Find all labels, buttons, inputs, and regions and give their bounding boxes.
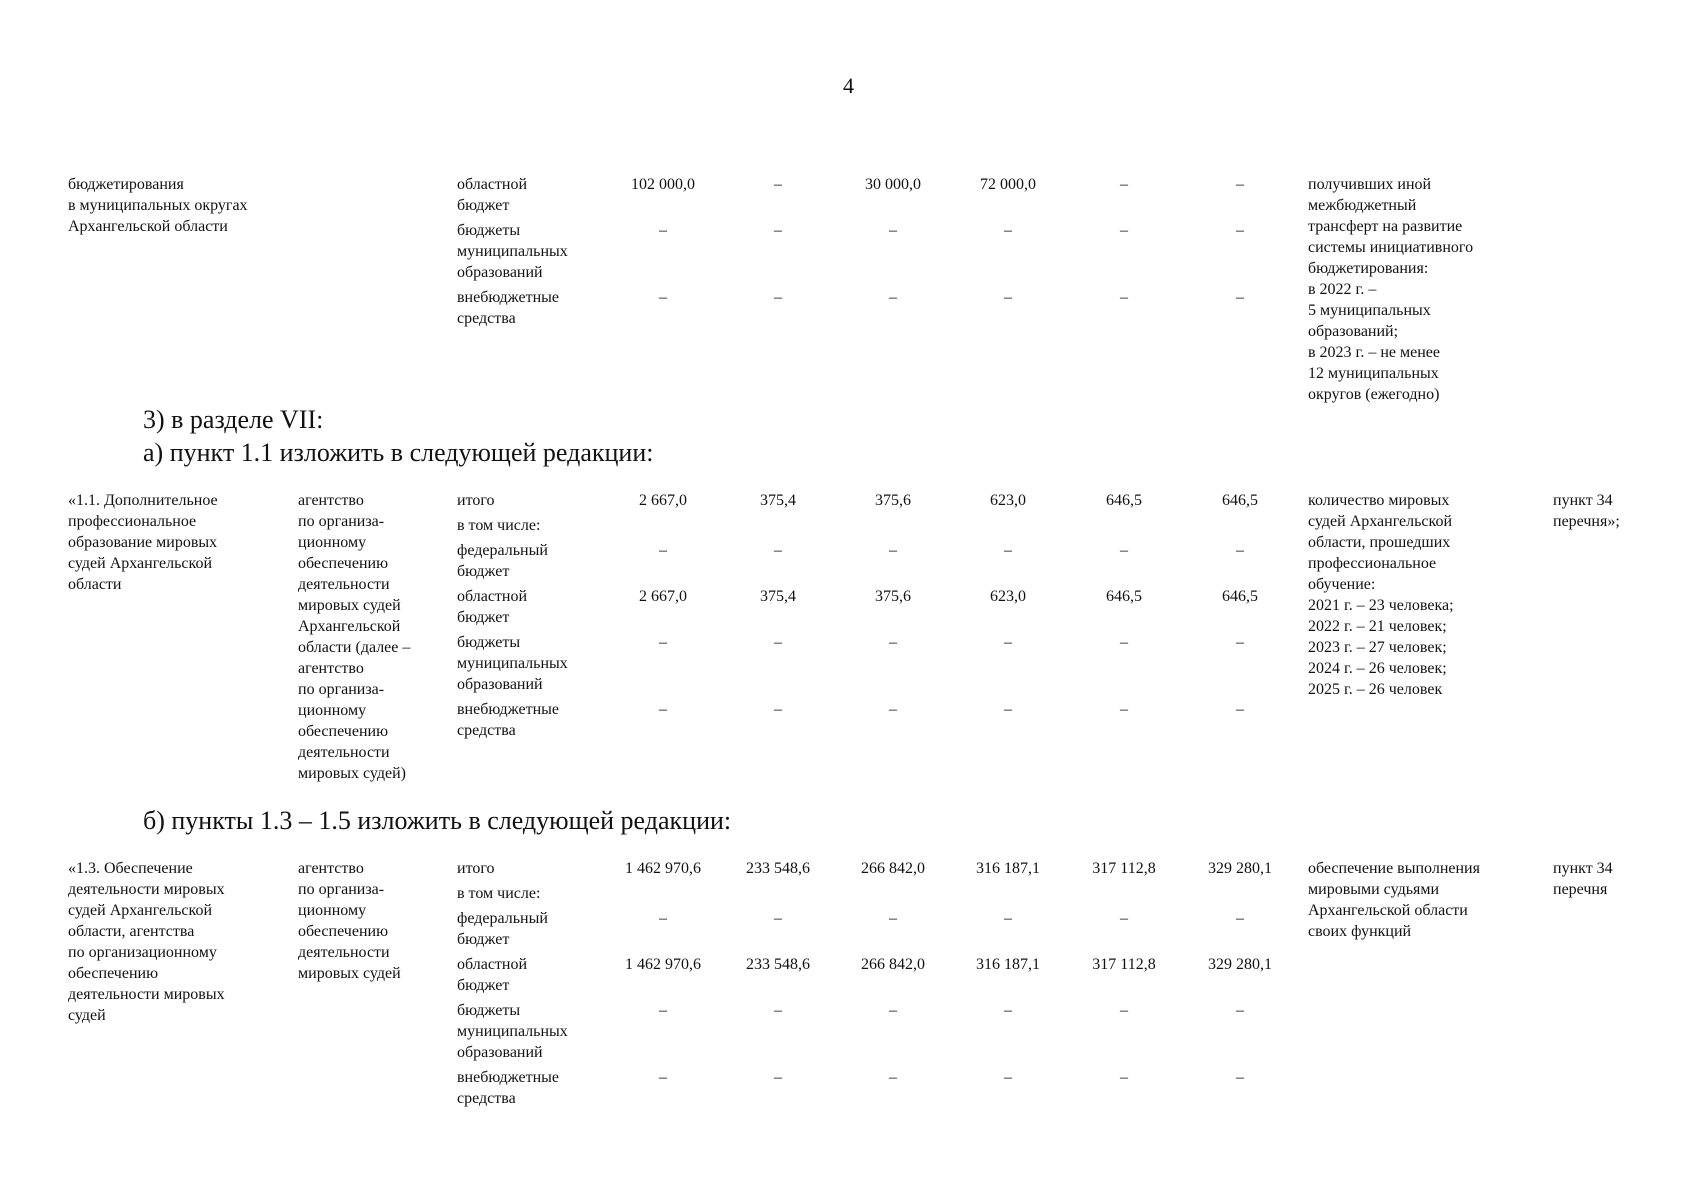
funding-value-year-5: – — [1120, 222, 1128, 239]
funding-value-year-3: – — [889, 222, 897, 239]
measure-name-line: образование мировых — [68, 534, 218, 551]
heading-item-1-1: а) пункт 1.1 изложить в следующей редакции: — [143, 438, 654, 467]
funding-value-year-5: – — [1120, 1069, 1128, 1086]
executor-line: по организа- — [298, 681, 385, 698]
funding-value-year-2: – — [774, 910, 782, 927]
executor-line: по организа- — [298, 513, 385, 530]
funding-value-year-3: 266 842,0 — [861, 956, 925, 973]
funding-source-label: областной бюджет — [457, 176, 528, 214]
executor-line: ционному — [298, 534, 367, 551]
measure-name-line: судей Архангельской — [68, 555, 213, 572]
result-indicator-line: судей Архангельской — [1308, 513, 1453, 530]
funding-value-year-2: – — [774, 542, 782, 559]
result-indicator-line: 2024 г. – 26 человек; — [1308, 660, 1447, 677]
funding-source-label: внебюджетные средства — [457, 1069, 559, 1107]
funding-value-year-4: – — [1004, 289, 1012, 306]
funding-value-year-6: – — [1236, 176, 1244, 193]
funding-value-year-6: – — [1236, 289, 1244, 306]
funding-source-label: итого — [457, 860, 495, 877]
result-indicator-line: получивших иной — [1308, 176, 1432, 193]
funding-value-year-3: – — [889, 1069, 897, 1086]
funding-value-year-1: – — [659, 910, 667, 927]
measure-name-line: по организационному — [68, 944, 217, 961]
funding-value-year-6: – — [1236, 222, 1244, 239]
funding-value-year-1: 1 462 970,6 — [625, 860, 701, 877]
funding-value-year-2: 375,4 — [760, 492, 796, 509]
funding-value-year-2: – — [774, 289, 782, 306]
result-indicator-line: трансферт на развитие — [1308, 218, 1463, 235]
funding-value-year-2: – — [774, 701, 782, 718]
result-indicator-line: межбюджетный — [1308, 197, 1417, 214]
funding-source-label: в том числе: — [457, 885, 541, 902]
funding-value-year-4: 72 000,0 — [980, 176, 1036, 193]
funding-value-year-1: 102 000,0 — [631, 176, 695, 193]
measure-name-line: судей — [68, 1007, 106, 1024]
funding-value-year-2: – — [774, 634, 782, 651]
funding-value-year-3: – — [889, 542, 897, 559]
result-indicator-line: в 2023 г. – не менее — [1308, 344, 1440, 361]
funding-source-label: внебюджетные средства — [457, 701, 559, 739]
funding-value-year-1: 2 667,0 — [639, 492, 687, 509]
funding-value-year-4: – — [1004, 910, 1012, 927]
executor-line: Архангельской — [298, 618, 401, 635]
result-indicator-line: мировыми судьями — [1308, 881, 1440, 898]
result-indicator-line: в 2022 г. – — [1308, 281, 1377, 298]
funding-value-year-2: – — [774, 222, 782, 239]
funding-source-label: в том числе: — [457, 517, 541, 534]
funding-value-year-6: 329 280,1 — [1208, 860, 1272, 877]
funding-value-year-4: – — [1004, 542, 1012, 559]
funding-value-year-1: – — [659, 222, 667, 239]
result-indicator-line: обеспечение выполнения — [1308, 860, 1480, 877]
page-number: 4 — [843, 73, 854, 98]
funding-value-year-1: – — [659, 701, 667, 718]
executor-line: обеспечению — [298, 555, 389, 572]
measure-name-line: деятельности мировых — [68, 881, 225, 898]
funding-value-year-2: – — [774, 1002, 782, 1019]
funding-source-label: федеральный бюджет — [457, 542, 548, 580]
executor-line: агентство — [298, 660, 364, 677]
funding-value-year-4: – — [1004, 1069, 1012, 1086]
funding-value-year-6: – — [1236, 910, 1244, 927]
executor-line: по организа- — [298, 881, 385, 898]
executor-line: агентство — [298, 860, 364, 877]
funding-value-year-1: 1 462 970,6 — [625, 956, 701, 973]
funding-value-year-5: – — [1120, 1002, 1128, 1019]
funding-value-year-2: – — [774, 176, 782, 193]
funding-value-year-6: 646,5 — [1222, 492, 1258, 509]
heading-section-vii: 3) в разделе VII: — [143, 405, 324, 434]
funding-value-year-5: – — [1120, 701, 1128, 718]
executor-line: деятельности — [298, 744, 390, 761]
measure-name-line: области, агентства — [68, 923, 195, 940]
executor-line: агентство — [298, 492, 364, 509]
funding-source-label: бюджеты муниципальных образований — [457, 634, 568, 693]
funding-value-year-2: 233 548,6 — [746, 860, 810, 877]
result-indicator-line: профессиональное — [1308, 555, 1437, 572]
executor-line: деятельности — [298, 944, 390, 961]
result-indicator-line: 2025 г. – 26 человек — [1308, 681, 1443, 698]
funding-source-label: бюджеты муниципальных образований — [457, 1002, 568, 1061]
funding-value-year-4: – — [1004, 701, 1012, 718]
result-indicator-line: 2022 г. – 21 человек; — [1308, 618, 1447, 635]
funding-value-year-5: – — [1120, 634, 1128, 651]
funding-value-year-1: – — [659, 289, 667, 306]
funding-value-year-1: – — [659, 542, 667, 559]
funding-value-year-2: 375,4 — [760, 588, 796, 605]
funding-value-year-3: 266 842,0 — [861, 860, 925, 877]
executor-line: мировых судей — [298, 597, 401, 614]
measure-name-line: «1.1. Дополнительное — [68, 492, 218, 509]
measure-name-line: бюджетирования — [68, 176, 184, 193]
executor-line: ционному — [298, 902, 367, 919]
funding-value-year-4: 623,0 — [990, 588, 1026, 605]
funding-value-year-5: – — [1120, 289, 1128, 306]
funding-value-year-6: – — [1236, 542, 1244, 559]
result-indicator-line: округов (ежегодно) — [1308, 386, 1440, 403]
measure-name-line: судей Архангельской — [68, 902, 213, 919]
result-indicator-line: Архангельской области — [1308, 902, 1468, 919]
funding-value-year-1: – — [659, 1069, 667, 1086]
funding-value-year-3: 30 000,0 — [865, 176, 921, 193]
measure-name-line: в муниципальных округах — [68, 197, 248, 214]
funding-source-label: внебюджетные средства — [457, 289, 559, 327]
executor-line: мировых судей) — [298, 765, 407, 782]
funding-value-year-6: – — [1236, 1002, 1244, 1019]
funding-value-year-4: – — [1004, 222, 1012, 239]
funding-value-year-5: 317 112,8 — [1092, 956, 1156, 973]
funding-value-year-4: 316 187,1 — [976, 860, 1040, 877]
funding-value-year-6: – — [1236, 1069, 1244, 1086]
funding-value-year-4: 316 187,1 — [976, 956, 1040, 973]
result-indicator-line: системы инициативного — [1308, 239, 1474, 256]
funding-value-year-3: – — [889, 1002, 897, 1019]
funding-value-year-3: – — [889, 701, 897, 718]
funding-source-label: областной бюджет — [457, 956, 528, 994]
funding-value-year-3: – — [889, 910, 897, 927]
funding-value-year-4: – — [1004, 634, 1012, 651]
funding-value-year-6: – — [1236, 701, 1244, 718]
result-indicator-line: обучение: — [1308, 576, 1376, 593]
result-indicator-line: 2023 г. – 27 человек; — [1308, 639, 1447, 656]
funding-value-year-3: 375,6 — [875, 588, 911, 605]
executor-line: ционному — [298, 702, 367, 719]
result-indicator-line: бюджетирования: — [1308, 260, 1429, 277]
funding-source-label: итого — [457, 492, 495, 509]
funding-source-label: федеральный бюджет — [457, 910, 548, 948]
result-indicator-line: количество мировых — [1308, 492, 1450, 509]
executor-line: мировых судей — [298, 965, 401, 982]
reference-line: перечня — [1553, 881, 1608, 898]
funding-value-year-4: – — [1004, 1002, 1012, 1019]
measure-name-line: профессиональное — [68, 513, 197, 530]
funding-value-year-5: 646,5 — [1106, 588, 1142, 605]
funding-value-year-1: – — [659, 1002, 667, 1019]
heading-items-1-3-1-5: б) пункты 1.3 – 1.5 изложить в следующей редакции: — [143, 806, 732, 835]
funding-value-year-6: 329 280,1 — [1208, 956, 1272, 973]
reference-line: пункт 34 — [1553, 860, 1613, 877]
measure-name-line: «1.3. Обеспечение — [68, 860, 193, 877]
funding-value-year-1: – — [659, 634, 667, 651]
funding-value-year-5: 646,5 — [1106, 492, 1142, 509]
funding-value-year-4: 623,0 — [990, 492, 1026, 509]
reference-line: пункт 34 — [1553, 492, 1613, 509]
funding-value-year-6: 646,5 — [1222, 588, 1258, 605]
funding-source-label: областной бюджет — [457, 588, 528, 626]
funding-value-year-3: – — [889, 634, 897, 651]
result-indicator-line: своих функций — [1308, 923, 1412, 940]
funding-value-year-5: – — [1120, 910, 1128, 927]
funding-value-year-5: 317 112,8 — [1092, 860, 1156, 877]
executor-line: деятельности — [298, 576, 390, 593]
measure-name-line: деятельности мировых — [68, 986, 225, 1003]
result-indicator-line: 12 муниципальных — [1308, 365, 1439, 382]
executor-line: обеспечению — [298, 923, 389, 940]
executor-line: области (далее – — [298, 639, 411, 656]
executor-line: обеспечению — [298, 723, 389, 740]
result-indicator-line: 2021 г. – 23 человека; — [1308, 597, 1454, 614]
reference-line: перечня»; — [1553, 513, 1620, 530]
measure-name-line: Архангельской области — [68, 218, 228, 235]
funding-value-year-3: – — [889, 289, 897, 306]
measure-name-line: области — [68, 576, 122, 593]
funding-source-label: бюджеты муниципальных образований — [457, 222, 568, 281]
measure-name-line: обеспечению — [68, 965, 159, 982]
funding-value-year-5: – — [1120, 542, 1128, 559]
funding-value-year-1: 2 667,0 — [639, 588, 687, 605]
funding-value-year-2: 233 548,6 — [746, 956, 810, 973]
funding-value-year-3: 375,6 — [875, 492, 911, 509]
result-indicator-line: образований; — [1308, 323, 1399, 340]
result-indicator-line: области, прошедших — [1308, 534, 1451, 551]
funding-value-year-5: – — [1120, 176, 1128, 193]
result-indicator-line: 5 муниципальных — [1308, 302, 1431, 319]
funding-value-year-6: – — [1236, 634, 1244, 651]
funding-value-year-2: – — [774, 1069, 782, 1086]
